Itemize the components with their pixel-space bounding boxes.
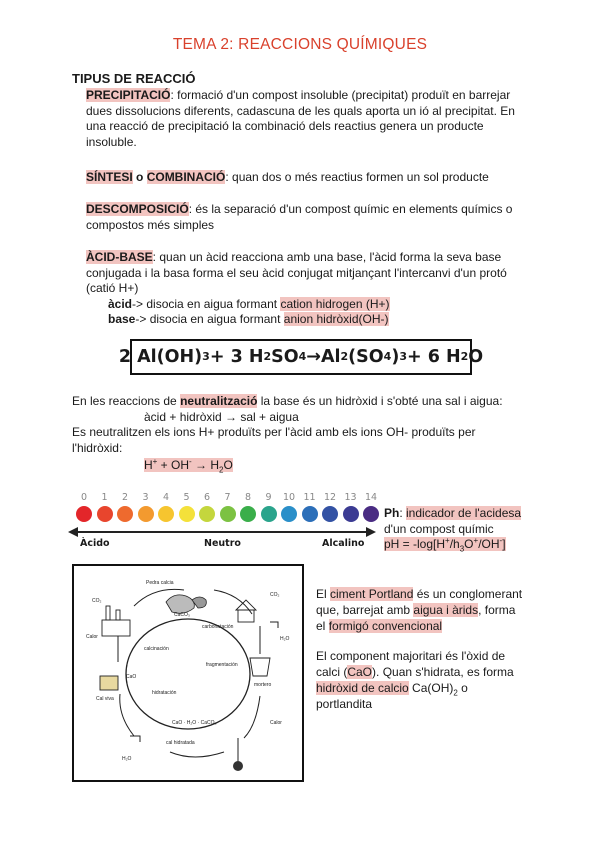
svg-text:Calor: Calor [86, 634, 98, 640]
ph-number: 14 [364, 492, 378, 503]
ph-color-dot [240, 506, 256, 522]
ph-color-dot [158, 506, 174, 522]
svg-text:Pedra calcia: Pedra calcia [146, 580, 174, 586]
cement-paragraph: El ciment Portland és un conglomerant que, barrejat amb aigua i àrids, forma el formigó convencional El component majoritari és l'òxid de calci (CaO). Quan s'hidrata, es forma hidròxid de calcio $Ca(OH)_2$ o portlandita [316, 587, 523, 711]
ph-number: 1 [101, 492, 108, 503]
ph-color-dot [138, 506, 154, 522]
ph-color-dot [97, 506, 113, 522]
synthesis-term: SÍNTESI [86, 170, 133, 184]
ph-formula: pH = $-\log[H^+/h_3O^+/OH^-]$ [384, 536, 506, 554]
ph-number: 7 [224, 492, 231, 503]
ionic-equation: $H^+ + OH^- \to H_2O$ [144, 457, 233, 475]
ph-alkaline-label: Alcalino [322, 538, 365, 549]
neutralization-formula: àcid + hidròxid → sal + aigua [144, 409, 299, 424]
ph-number: 12 [323, 492, 337, 503]
ph-color-dot [363, 506, 379, 522]
precipitation-paragraph: PRECIPITACIÓ: formació d'un compost insoluble (precipitat) produït en barrejar dues dissolucions diferents, cadascuna de les quals aporta un ió al precipitat. En una reacció de precipitació la combinació dels reactius genera un producte insoluble. [86, 88, 515, 149]
ph-axis-line [72, 531, 372, 533]
ph-number: 5 [183, 492, 190, 503]
ph-number: 11 [303, 492, 316, 503]
ph-color-dot [343, 506, 359, 522]
page-title: TEMA 2: REACCIONS QUÍMIQUES [172, 36, 428, 53]
hydrogen-cation-highlight: cation hidrogen (H+) [280, 296, 390, 311]
decomposition-term: DESCOMPOSICIÓ [86, 202, 189, 216]
acid-base-paragraph: ÀCID-BASE: quan un àcid reacciona amb una base, l'àcid forma la seva base conjugada i la basa forma el seu àcid conjugat mitjançant l'intercanvi d'un protó (catió H+) àcid-> disocia en aigua formant cation hidrogen (H+) base-> disocia en aigua formant anion hidròxid(OH-) [86, 250, 507, 326]
ph-number: 13 [344, 492, 357, 503]
ph-scale [72, 492, 378, 550]
section-heading: TIPUS DE REACCIÓ [72, 71, 196, 86]
svg-text:CaO: CaO [126, 674, 137, 680]
ph-number: 10 [282, 492, 296, 503]
lime-cycle-illustration [74, 566, 302, 780]
ph-number: 8 [244, 492, 252, 503]
neutralization-term: neutralització [180, 394, 258, 408]
svg-text:calcinación: calcinación [144, 646, 169, 652]
svg-text:Cal viva: Cal viva [96, 696, 114, 702]
hydroxide-anion-highlight: anion hidròxid(OH-) [283, 312, 389, 326]
precipitation-term: PRECIPITACIÓ [86, 88, 171, 102]
ph-color-dot [302, 506, 318, 522]
ph-color-dot [220, 506, 236, 522]
svg-text:CO₂: CO₂ [270, 592, 280, 598]
synthesis-paragraph: SÍNTESI o COMBINACIÓ: quan dos o més reactius formen un sol producte [86, 170, 489, 184]
acid-base-term: ÀCID-BASE [86, 250, 153, 264]
svg-text:CaO · H₂O · CaCO₃: CaO · H₂O · CaCO₃ [172, 720, 217, 726]
svg-text:fragmentación: fragmentación [206, 662, 238, 668]
ph-number: 6 [203, 492, 211, 503]
ph-arrow-left-icon [68, 527, 78, 537]
ph-color-dot [117, 506, 133, 522]
svg-text:hidratación: hidratación [152, 690, 177, 696]
equation-box: 2 Al(OH) 3 + 3 H 2 SO 4 → Al 2 (SO 4 ) 3 + 6 H 2 O [130, 339, 472, 375]
ph-color-dot [76, 506, 92, 522]
ph-number: 0 [80, 492, 88, 503]
ph-color-dot [179, 506, 195, 522]
ph-number: 9 [265, 492, 272, 503]
ph-color-dot [322, 506, 338, 522]
ph-number: 4 [162, 492, 170, 503]
svg-text:carbonatación: carbonatación [202, 624, 234, 630]
ph-number: 2 [121, 492, 129, 503]
svg-text:Calor: Calor [270, 720, 282, 726]
ph-definition: Ph: indicador de l'acidesa d'un compost químic pH = $-\log[H^+/h_3O^+/OH^-]$ [384, 506, 522, 554]
ph-color-dot [261, 506, 277, 522]
svg-text:mortero: mortero [254, 682, 272, 688]
svg-text:cal hidratada: cal hidratada [166, 740, 195, 746]
svg-text:CO₂: CO₂ [92, 598, 102, 604]
ph-number: 3 [142, 492, 149, 503]
svg-text:CaCO₃: CaCO₃ [174, 612, 190, 618]
svg-text:H₂O: H₂O [122, 756, 132, 762]
neutralization-paragraph: En les reaccions de neutralització la base és un hidròxid i s'obté una sal i aigua: àcid + hidròxid → sal + aigua Es neutralitzen els ions H+ produïts per l'àcid amb els ions OH- produïts per l'hidròxid: $H^+ + OH^- \to H_2O$ [72, 394, 572, 474]
ph-color-dot [199, 506, 215, 522]
ph-acid-label: Àcido [80, 538, 110, 549]
ph-color-dot [281, 506, 297, 522]
decomposition-paragraph: DESCOMPOSICIÓ: és la separació d'un compost químic en elements químics o compostos més simples [86, 202, 513, 232]
combination-term: COMBINACIÓ [146, 170, 226, 184]
svg-text:H₂O: H₂O [280, 636, 290, 642]
lime-cycle-diagram [72, 564, 304, 782]
ph-arrow-right-icon [366, 527, 376, 537]
ph-neutral-label: Neutro [204, 538, 241, 549]
